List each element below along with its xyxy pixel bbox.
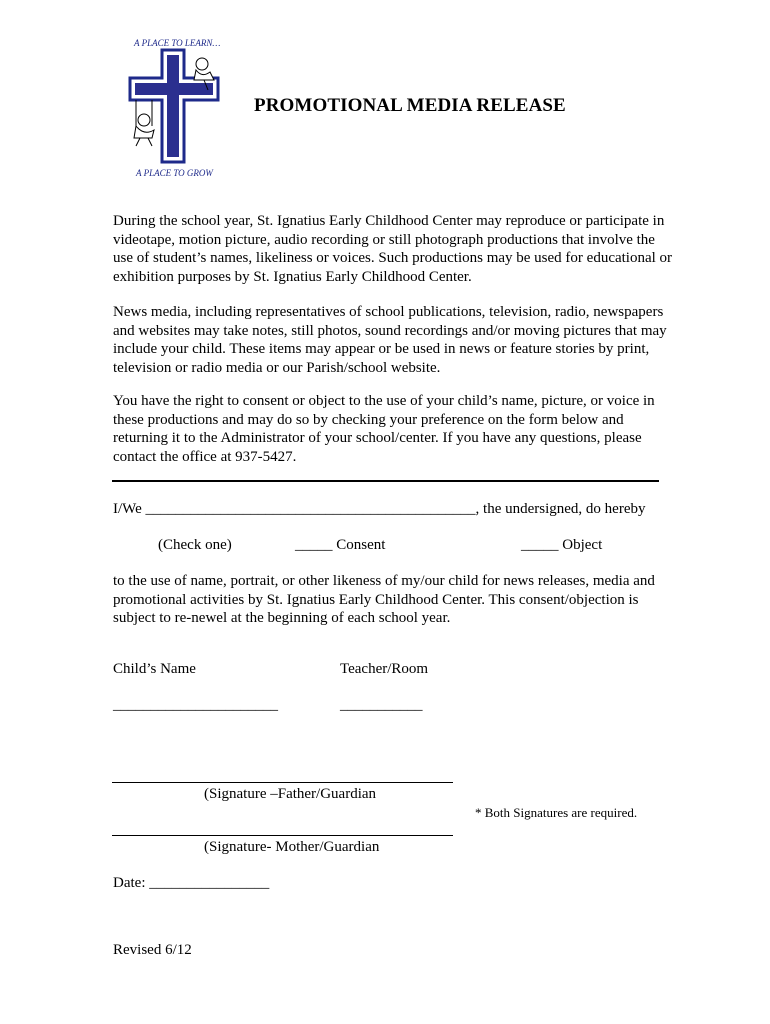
mother-signature-label: (Signature- Mother/Guardian: [204, 839, 380, 855]
section-divider: [112, 480, 659, 482]
teacher-room-field[interactable]: ___________: [340, 697, 423, 713]
revision-note: Revised 6/12: [113, 942, 192, 958]
paragraph-news-media: News media, including representatives of school publications, television, radio, newspapers and websites may take notes, still photos, sound recordings and/or moving pictures that may include your child. These items may appear or be used in news or feature stories by print, television or radio media or our Parish/school website.: [113, 304, 667, 376]
father-signature-field[interactable]: [112, 782, 453, 783]
paragraph-consent-terms: to the use of name, portrait, or other likeness of my/our child for news releases, media and promotional activities by St. Ignatius Early Childhood Center. This consent/objection is subject to re-newel at the beginning of each school year.: [113, 573, 655, 626]
childs-name-field[interactable]: ______________________: [113, 697, 278, 713]
signature-requirement-note: * Both Signatures are required.: [475, 805, 638, 820]
consent-option[interactable]: _____ Consent: [295, 537, 386, 553]
check-one-label: (Check one): [158, 537, 232, 553]
logo-top-text: A PLACE TO LEARN…: [134, 38, 221, 48]
school-logo: [122, 34, 240, 182]
paragraph-intro: During the school year, St. Ignatius Early Childhood Center may reproduce or participate in videotape, motion picture, audio recording or still photograph productions that involve the use of student’s names, likeliness or voices. Such productions may be used for educational or exhibition purposes by St. Ignatius Early Childhood Center.: [113, 213, 673, 285]
object-option[interactable]: _____ Object: [521, 537, 603, 553]
paragraph-rights: You have the right to consent or object to the use of your child’s name, picture, or voice in these productions and may do so by checking your preference on the form below and returning it to the Administrator of your school/center. If you have any questions, please contact the office at 937-5427.: [113, 393, 655, 465]
date-field[interactable]: Date: ________________: [113, 875, 270, 891]
childs-name-label: Child’s Name: [113, 661, 196, 677]
page-title: PROMOTIONAL MEDIA RELEASE: [254, 95, 566, 116]
logo-bottom-text: A PLACE TO GROW: [136, 168, 213, 178]
teacher-room-label: Teacher/Room: [340, 661, 429, 677]
father-signature-label: (Signature –Father/Guardian: [204, 786, 377, 802]
iwe-line[interactable]: I/We ____________________________________________, the undersigned, do hereby: [113, 501, 646, 517]
mother-signature-field[interactable]: [112, 835, 453, 836]
